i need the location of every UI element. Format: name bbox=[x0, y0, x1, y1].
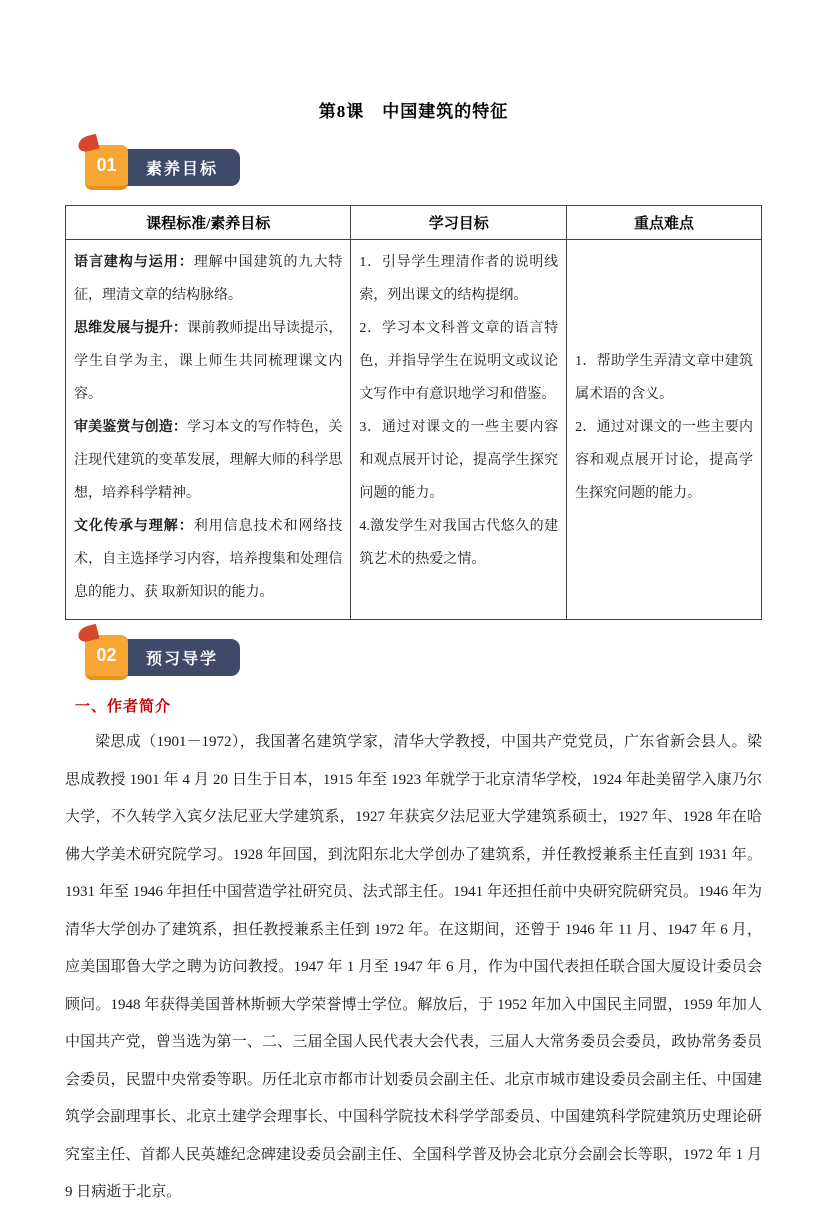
section-number-badge: 01 bbox=[85, 145, 128, 190]
author-biography-paragraph: 梁思成（1901－1972），我国著名建筑学家，清华大学教授，中国共产党党员，广东省新会县人。梁思成教授 1901 年 4 月 20 日生于日本，1915 年至 1923 年就学于北京清华学校，1924 年赴美留学入康乃尔大学，不久转学入宾夕法尼亚大学建筑系，1927 年获宾夕法尼亚大学建筑系硕士，1927 年、1928 年在哈佛大学美术研究院学习。1928 年回国，到沈阳东北大学创办了建筑系，并任教授兼系主任直到 1931 年。1931 年至 1946 年担任中国营造学社研究员、法式部主任。1941 年还担任前中央研究院研究员。1946 年为清华大学创办了建筑系，担任教授兼系主任到 1972 年。在这期间，还曾于 1946 年 11 月、1947 年 6 月，应美国耶鲁大学之聘为访问教授。1947 年 1 月至 1947 年 6 月，作为中国代表担任联合国大厦设计委员会顾问。1948 年获得美国普林斯顿大学荣誉博士学位。解放后，于 1952 年加入中国民主同盟，1959 年加人中国共产党，曾当选为第一、二、三届全国人民代表大会代表，三届人大常务委员会委员，政协常务委员会委员，民盟中央常委等职。历任北京市都市计划委员会副主任、北京市城市建设委员会副主任、中国建筑学会副理事长、北京土建学会理事长、中国科学院技术科学学部委员、中国建筑科学院建筑历史理论研究室主任、首都人民英雄纪念碑建设委员会副主任、全国科学普及协会北京分会副会长等职，1972 年 1 月 9 日病逝于北京。 bbox=[65, 734, 762, 1200]
table-header-row bbox=[66, 206, 762, 240]
key-difficulty-item: 1．帮助学生弄清文章中建筑属术语的含义。 bbox=[575, 354, 753, 402]
learning-goal-item: 3．通过对课文的一些主要内容和观点展开讨论，提高学生探究问题的能力。 bbox=[359, 420, 559, 501]
section-title: 预习导学 bbox=[116, 639, 240, 676]
author-intro-heading: 一、作者简介 bbox=[75, 699, 172, 715]
cell-learning-goals bbox=[351, 240, 567, 620]
page-title: 第8课 中国建筑的特征 bbox=[318, 102, 509, 121]
section-title: 素养目标 bbox=[116, 149, 240, 186]
standards-item: 语言建构与运用：理解中国建筑的九大特征，理清文章的结构脉络。 bbox=[74, 255, 343, 303]
section-badge-2 bbox=[85, 633, 240, 681]
column-header-standards: 课程标准/素养目标 bbox=[66, 206, 351, 240]
section-badge-1 bbox=[85, 143, 240, 191]
learning-goal-item: 2．学习本文科普文章的语言特色，并指导学生在说明文或议论文写作中有意识地学习和借鉴。 bbox=[359, 321, 559, 402]
standards-item: 文化传承与理解：利用信息技术和网络技术，自主选择学习内容，培养搜集和处理信息的能力、获 取新知识的能力。 bbox=[74, 519, 343, 600]
key-difficulty-item: 2．通过对课文的一些主要内容和观点展开讨论，提高学生探究问题的能力。 bbox=[575, 420, 753, 501]
cell-key-difficulties bbox=[567, 240, 762, 620]
column-header-learning-goals: 学习目标 bbox=[351, 206, 567, 240]
section-number-badge: 02 bbox=[85, 635, 128, 680]
table-body-row bbox=[66, 240, 762, 620]
objectives-table bbox=[65, 205, 762, 620]
column-header-key-difficulties: 重点难点 bbox=[567, 206, 762, 240]
learning-goal-item: 4.激发学生对我国古代悠久的建筑艺术的热爱之情。 bbox=[359, 519, 559, 567]
learning-goal-item: 1．引导学生理清作者的说明线索，列出课文的结构提纲。 bbox=[359, 255, 559, 303]
cell-standards bbox=[66, 240, 351, 620]
standards-item: 思维发展与提升：课前教师提出导读提示，学生自学为主，课上师生共同梳理课文内容。 bbox=[74, 321, 343, 402]
standards-item: 审美鉴赏与创造：学习本文的写作特色，关注现代建筑的变革发展，理解大师的科学思想，培养科学精神。 bbox=[74, 420, 343, 501]
